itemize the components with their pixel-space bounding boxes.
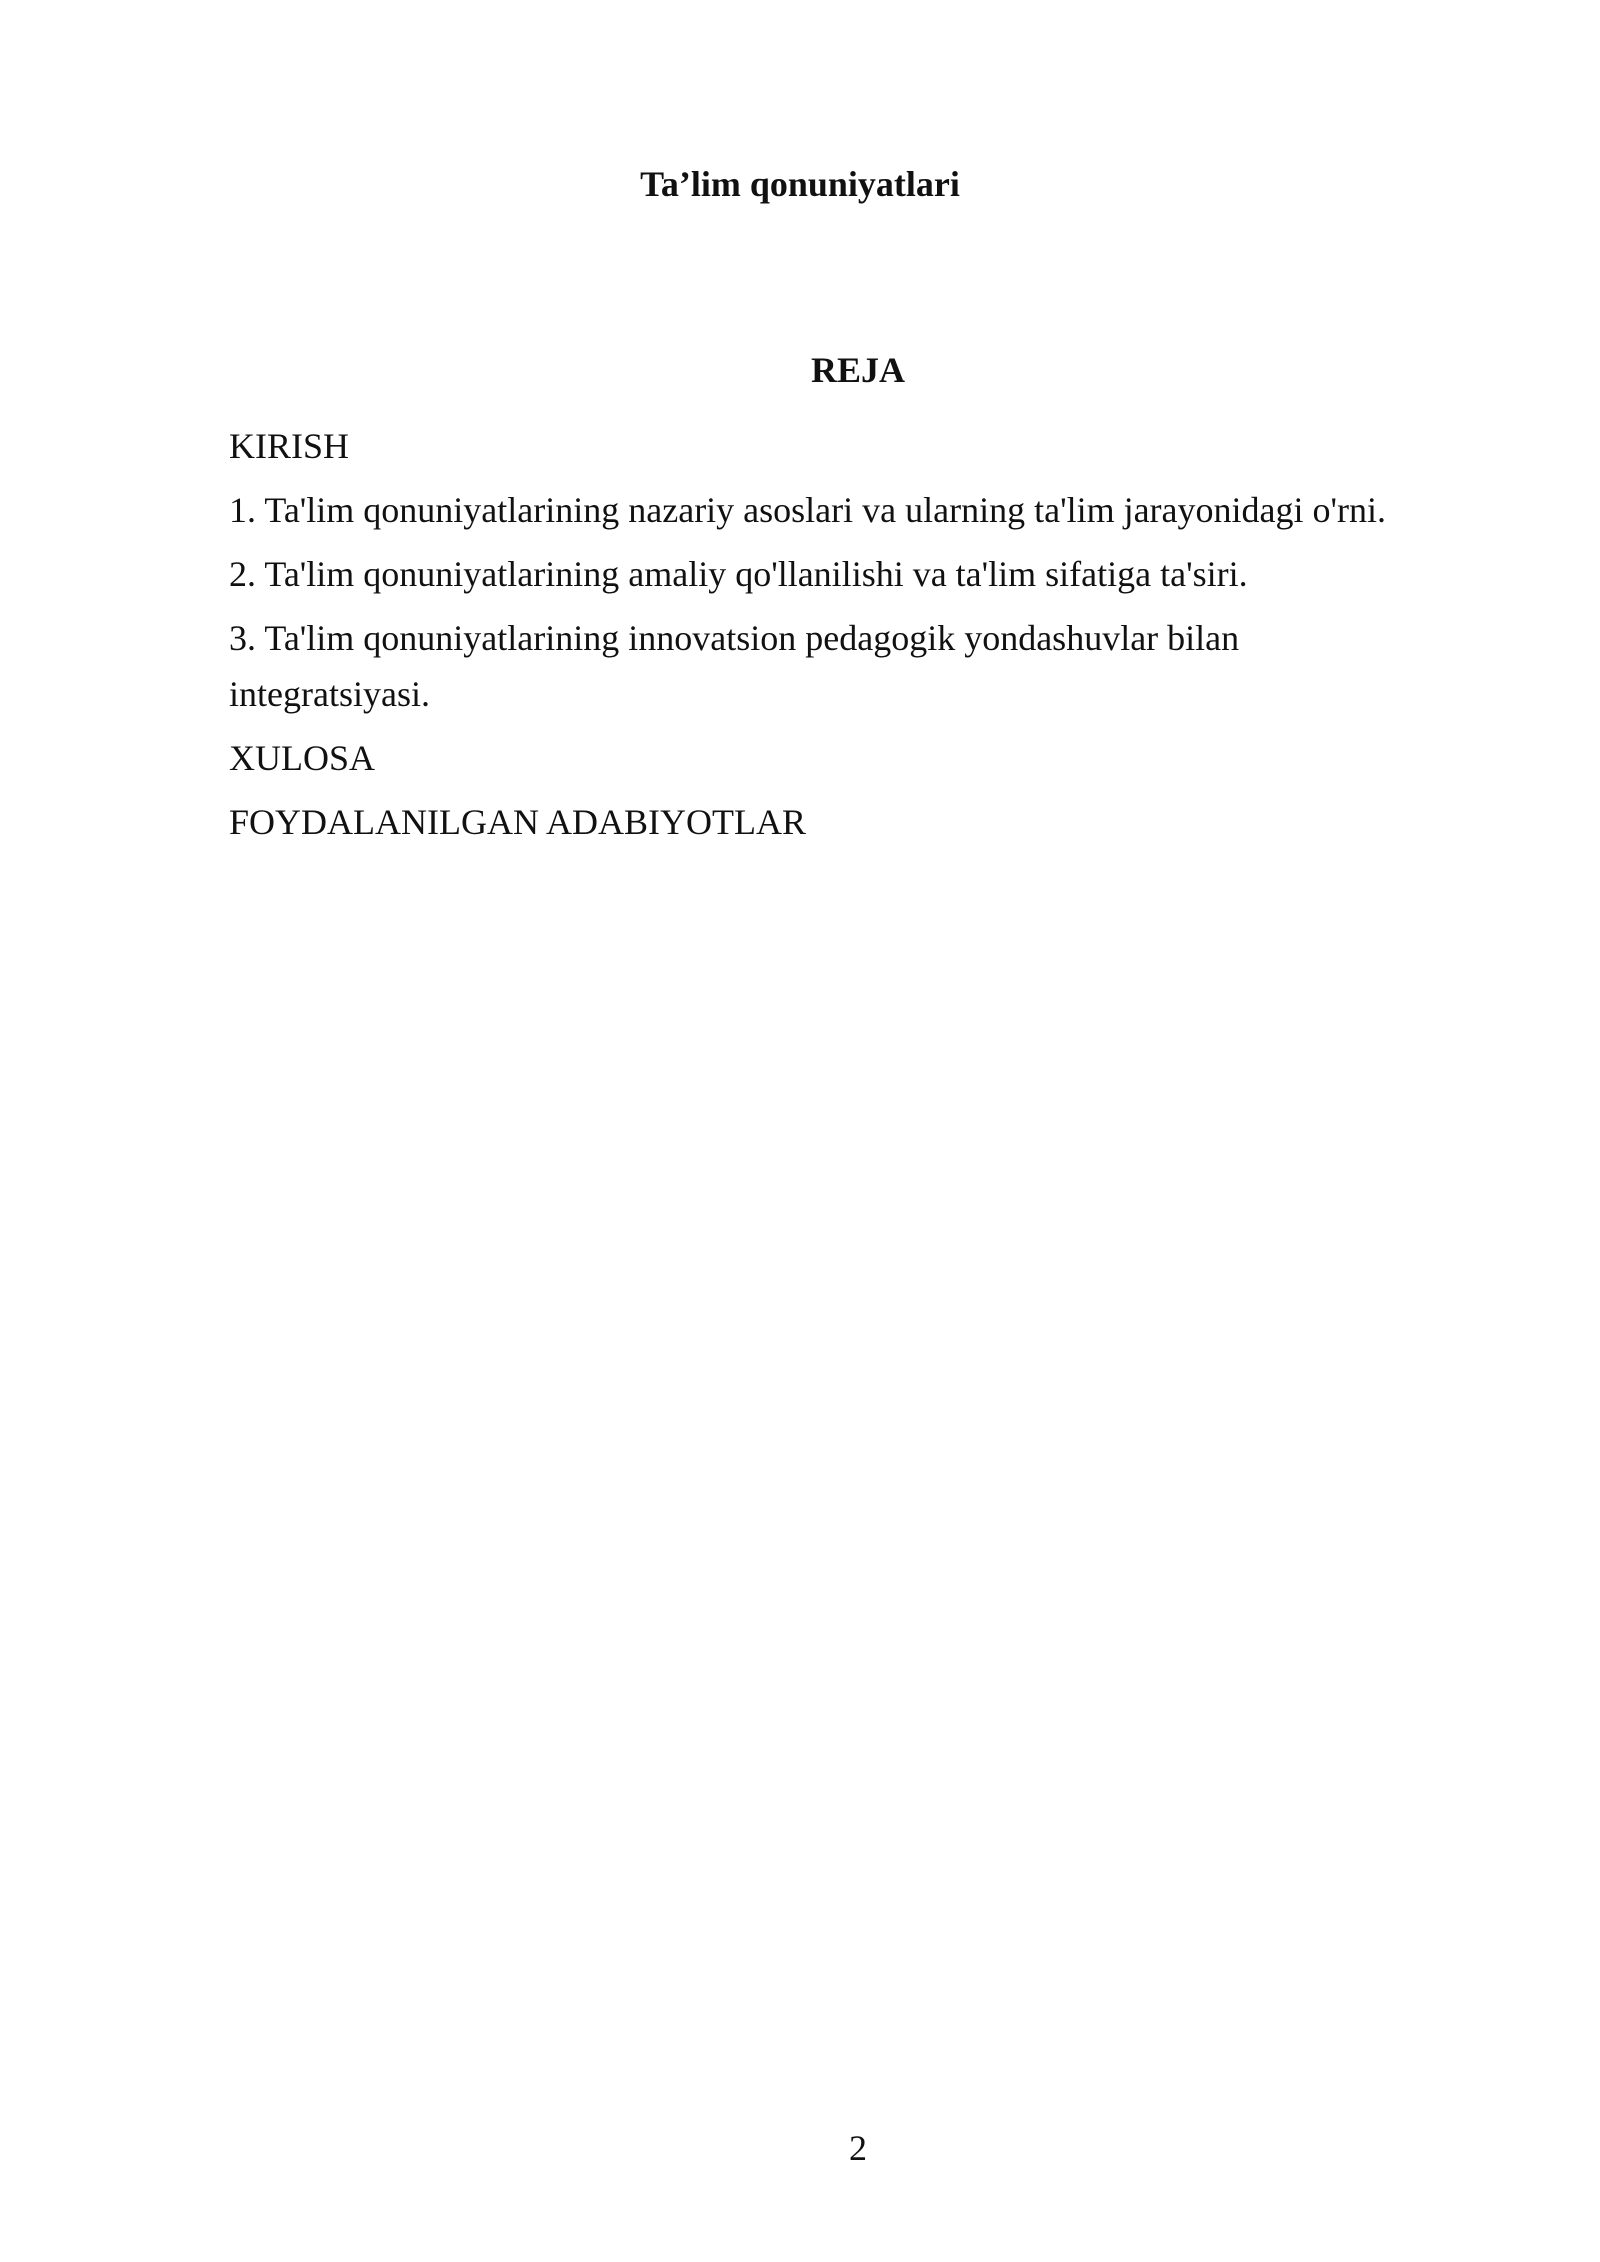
plan-heading-text: REJA [810,350,905,390]
document-title: Ta’lim qonuniyatlari [640,164,960,204]
plan-item-3: 3. Ta'lim qonuniyatlarining innovatsion pedagogik yondashuvlar bilan integratsiyasi. [229,618,1240,714]
plan-item-introduction: KIRISH [229,426,350,466]
plan-item-conclusion: XULOSA [229,738,376,778]
plan-item-1: 1. Ta'lim qonuniyatlarining nazariy asoslari va ularning ta'lim jarayonidagi o'rni. [229,490,1386,530]
plan-item-references: FOYDALANILGAN ADABIYOTLAR [229,802,806,842]
plan-item-2: 2. Ta'lim qonuniyatlarining amaliy qo'llanilishi va ta'lim sifatiga ta'siri. [229,554,1248,594]
plan-heading [0,346,1600,394]
plan-list [229,418,1449,858]
page-number: 2 [849,2128,867,2168]
